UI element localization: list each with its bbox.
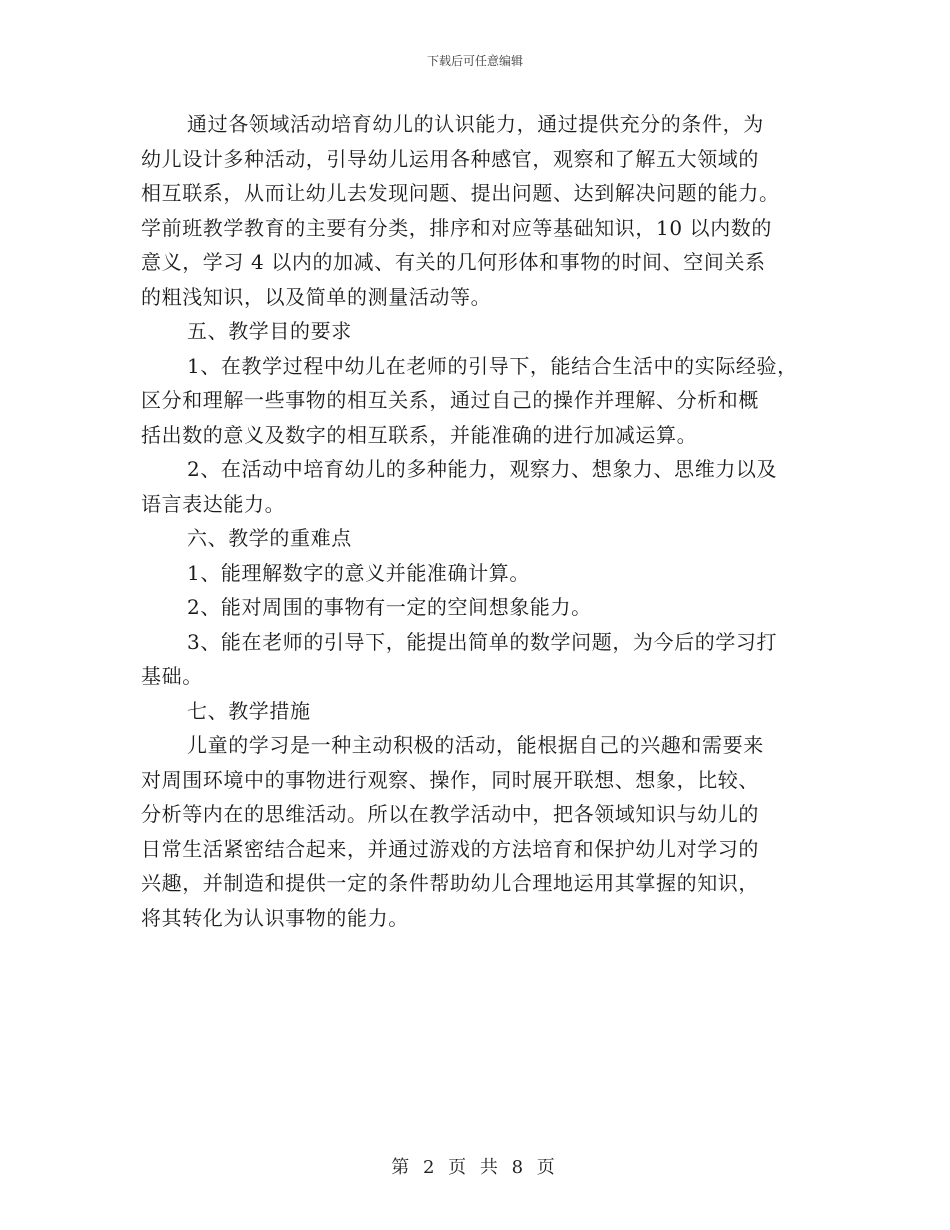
text-line: 学前班教学教育的主要有分类，排序和对应等基础知识，10 以内数的 xyxy=(141,215,773,240)
text-line: 1、在教学过程中幼儿在老师的引导下，能结合生活中的实际经验， xyxy=(187,353,798,378)
text-line: 对周围环境中的事物进行观察、操作，同时展开联想、想象，比较、 xyxy=(141,767,759,792)
text-line: 通过各领域活动培育幼儿的认识能力，通过提供充分的条件，为 xyxy=(187,112,764,136)
text-line: 幼儿设计多种活动，引导幼儿运用各种感官，观察和了解五大领域的 xyxy=(141,146,759,171)
text-line: 括出数的意义及数字的相互联系，并能准确的进行加减运算。 xyxy=(141,422,698,447)
section-heading: 六、教学的重难点 xyxy=(187,526,352,550)
text-line: 兴趣，并制造和提供一定的条件帮助幼儿合理地运用其掌握的知识， xyxy=(141,871,759,895)
page-footer: 第 2 页 共 8 页 xyxy=(391,1157,559,1178)
text-line: 基础。 xyxy=(141,664,203,688)
text-line: 语言表达能力。 xyxy=(141,491,286,516)
text-line: 相互联系，从而让幼儿去发现问题、提出问题、达到解决问题的能力。 xyxy=(141,181,780,205)
text-line: 2、在活动中培育幼儿的多种能力，观察力、想象力、思维力以及 xyxy=(187,457,778,481)
text-line: 2、能对周围的事物有一定的空间想象能力。 xyxy=(187,595,592,619)
text-line: 儿童的学习是一种主动积极的活动，能根据自己的兴趣和需要来 xyxy=(187,733,764,757)
text-line: 的粗浅知识，以及简单的测量活动等。 xyxy=(141,284,492,309)
text-line: 区分和理解一些事物的相互关系，通过自己的操作并理解、分析和概 xyxy=(141,388,759,412)
text-line: 日常生活紧密结合起来，并通过游戏的方法培育和保护幼儿对学习的 xyxy=(141,836,759,861)
document-body xyxy=(141,107,821,935)
text-line: 分析等内在的思维活动。所以在教学活动中，把各领域知识与幼儿的 xyxy=(141,802,759,826)
page-header: 下载后可任意编辑 xyxy=(426,54,523,68)
text-line: 意义，学习 4 以内的加减、有关的几何形体和事物的时间、空间关系 xyxy=(141,250,766,274)
text-line: 3、能在老师的引导下，能提出简单的数学问题，为今后的学习打 xyxy=(187,629,778,654)
text-line: 1、能理解数字的意义并能准确计算。 xyxy=(187,560,530,585)
text-line: 将其转化为认识事物的能力。 xyxy=(141,905,409,930)
section-heading: 七、教学措施 xyxy=(187,698,311,723)
section-heading: 五、教学目的要求 xyxy=(187,319,352,343)
